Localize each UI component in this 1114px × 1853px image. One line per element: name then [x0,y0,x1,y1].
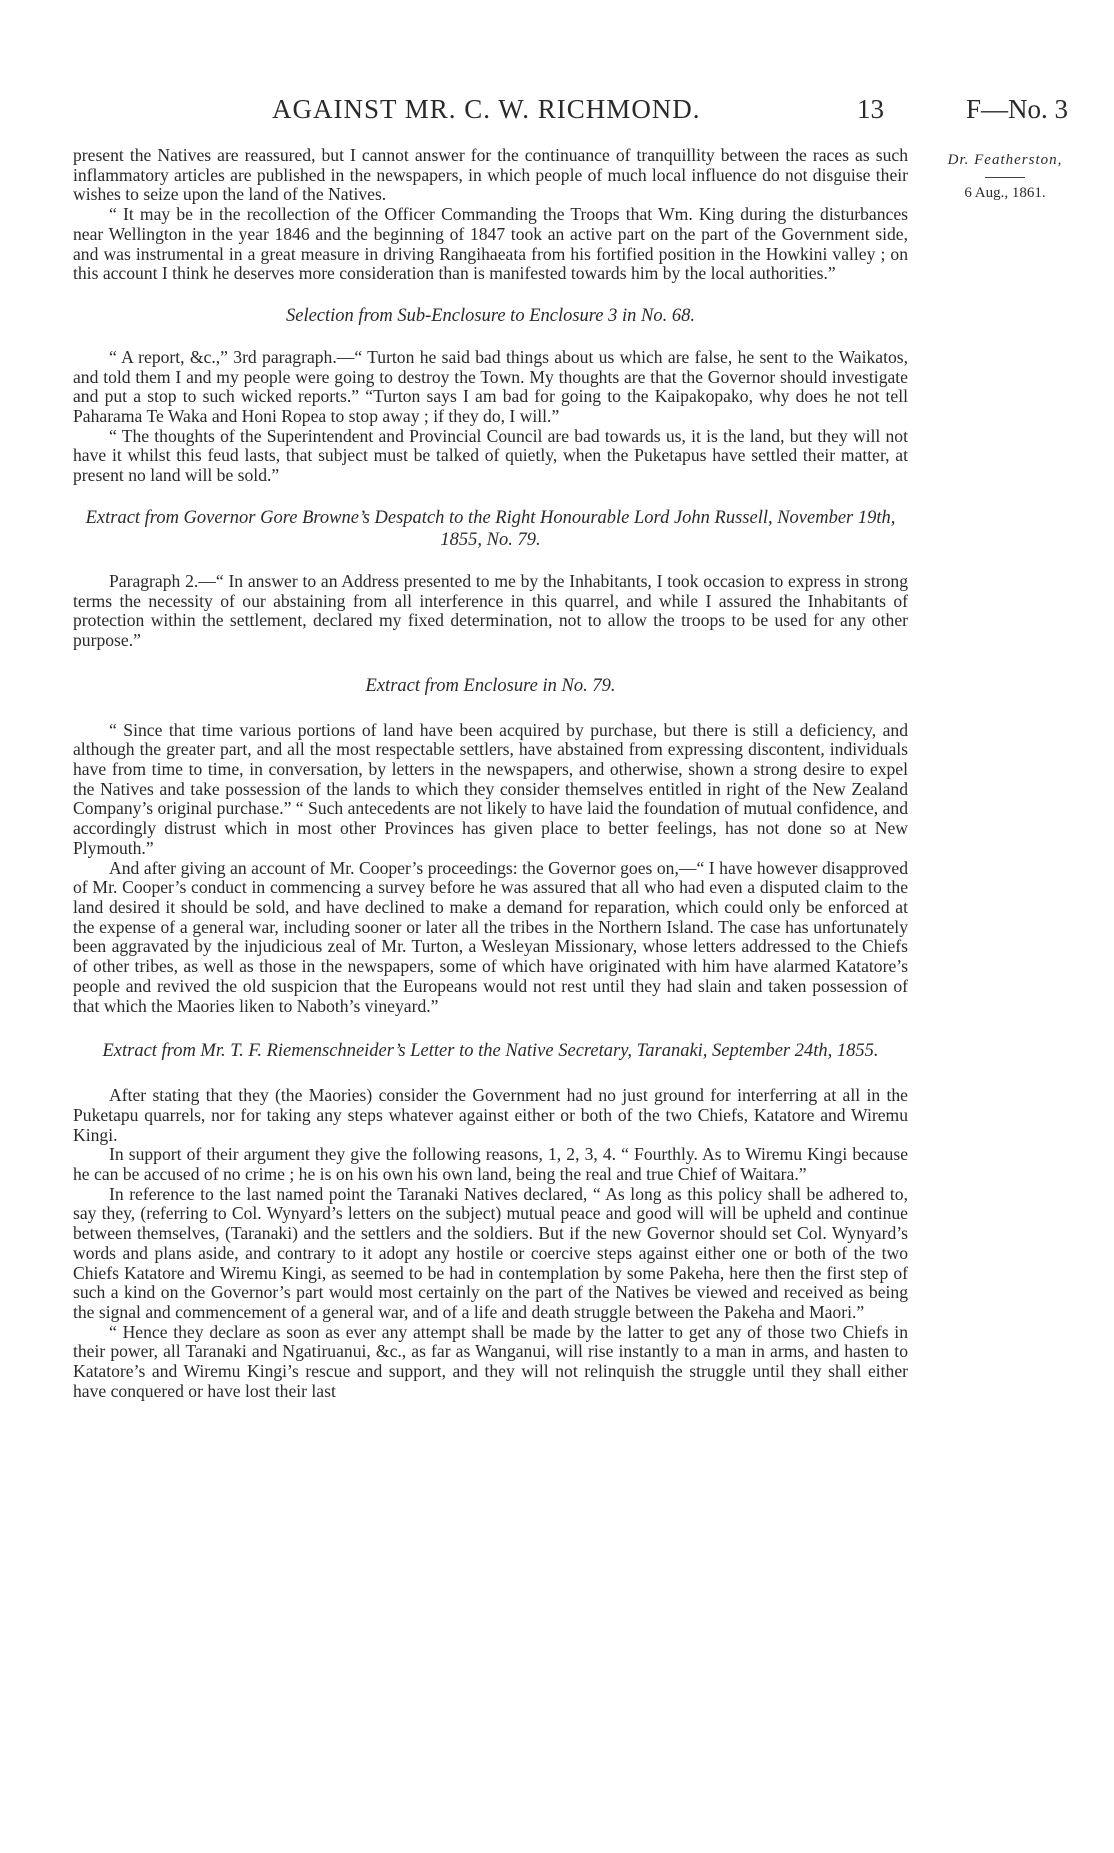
paragraph: In support of their argument they give the following reasons, 1, 2, 3, 4. “ Fourthly. As to Wiremu Kingi because he can be accused of no crime ; he is on his own his own land, being the real and true Chief of Waitara.” [73,1144,908,1185]
paragraph: “ A report, &c.,” 3rd paragraph.—“ Turton he said bad things about us which are false, he sent to the Waikatos, and told them I and my people were going to destroy the Town. My thoughts are that the Governor should investigate and put a stop to such wicked reports.” “Turton says I am bad for going to the Kaipakopako, why does he not tell Paharama Te Waka and Honi Ropea to stop away ; if they do, I will.” [73,346,908,427]
paragraph: In reference to the last named point the Taranaki Natives declared, “ As long as this policy shall be adhered to, say they, (referring to Col. Wynyard’s letters on the subject) mutual peace and good will will be upheld and continue between themselves, (Taranaki) and the settlers and the soldiers. But if the new Governor should set Col. Wynyard’s words and plans aside, and contrary to it adopt any hostile or coercive steps against either one or both of the two Chiefs Katatore and Wiremu Kingi, as seemed to be had in contemplation by some Pakeha, here then the first step of such a kind on the Governor’s part would most certainly on the part of the Natives be viewed and received as being the signal and commencement of a general war, and of a life and death struggle between the Pakeha and Maori.” [73,1183,908,1322]
margin-note-author: Dr. Featherston, [947,152,1063,168]
paragraph: present the Natives are reassured, but I cannot answer for the continuance of tranquillity between the races as such inflammatory articles are published in the newspapers, in which people of much local influence do not disguise their wishes to seize upon the land of the Natives. [73,145,908,205]
running-title: AGAINST MR. C. W. RICHMOND. [272,94,701,124]
paragraph: “ The thoughts of the Superintendent and Provincial Council are bad towards us, it is the land, but they will not have it whilst this feud lasts, that subject must be talked of quietly, when the Puketapus have settled their matter, at present no land will be sold.” [73,425,908,486]
paragraph: “ Since that time various portions of land have been acquired by purchase, but there is still a deficiency, and although the greater part, and all the most respectable settlers, have abstained from expressing discontent, individuals have from time to time, in conversation, by letters in the newspapers, and otherwise, shown a strong desire to expel the Natives and take possession of the lands to which they consider themselves entitled in right of the New Zealand Company’s original purchase.” “ Such antecedents are not likely to have laid the foundation of mutual confidence, and accordingly distrust which in most other Provinces has given place to better feelings, has not done so at New Plymouth.” [73,719,908,858]
section-heading: Extract from Enclosure in No. 79. [365,675,616,696]
paragraph: Paragraph 2.—“ In answer to an Address presented to me by the Inhabitants, I took occasion to express in strong terms the necessity of our abstaining from all interference in this quarrel, and while I assured the Inhabitants of protection within the settlement, declared my fixed determination, not to allow the troops to be used for any other purpose.” [73,570,908,650]
paragraph: After stating that they (the Maories) consider the Government had no just ground for interferring at all in the Puketapu quarrels, nor for taking any steps whatever against either or both of the two Chiefs, Katatore and Wiremu Kingi. [73,1085,908,1145]
section-heading: Selection from Sub-Enclosure to Enclosure 3 in No. 68. [286,305,695,326]
running-header [0,94,1114,128]
body-text [73,146,908,1401]
page-number: 13 [857,94,884,124]
margin-note [930,145,1080,208]
section-heading: Extract from Mr. T. F. Riemenschneider’s Letter to the Native Secretary, Taranaki, September 24th, 1855. [102,1041,879,1062]
paragraph: “ Hence they declare as soon as ever any attempt shall be made by the latter to get any of those two Chiefs in their power, all Taranaki and Ngatiruanui, &c., as far as Wanganui, will rise instantly to a man in arms, and hasten to Katatore’s and Wiremu Kingi’s rescue and support, and they will not relinquish the struggle until they shall either have conquered or have lost their last [73,1321,908,1401]
margin-note-date: 6 Aug., 1861. [964,185,1046,201]
paragraph: “ It may be in the recollection of the Officer Commanding the Troops that Wm. King during the disturbances near Wellington in the year 1846 and the beginning of 1847 took an active part on the part of the Government side, and was instrumental in a great measure in driving Rangihaeata from his fortified position in the Howkini valley ; on this account I think he deserves more consideration than is manifested towards him by the local authorities.” [73,204,908,284]
paragraph: And after giving an account of Mr. Cooper’s proceedings: the Governor goes on,—“ I have however disapproved of Mr. Cooper’s conduct in commencing a survey before he was assured that all who had even a disputed claim to the land desired it should be sold, and have declined to make a demand for reparation, which could only be enforced at the expense of a general war, including sooner or later all the tribes in the Northern Island. The case has unfortunately been aggravated by the injudicious zeal of Mr. Turton, a Wesleyan Missionary, whose letters addressed to the Chiefs of other tribes, as well as those in the newspapers, some of which have originated with him have alarmed Katatore’s people and revived the old suspicion that the Europeans would not rest until they had slain and taken possession of that which the Maories liken to Naboth’s vineyard.” [73,857,908,1016]
section-heading: Extract from Governor Gore Browne’s Despatch to the Right Honourable Lord John Russell, November 19th, 1855, No. 79. [85,507,896,550]
document-reference: F—No. 3 [966,94,1069,124]
